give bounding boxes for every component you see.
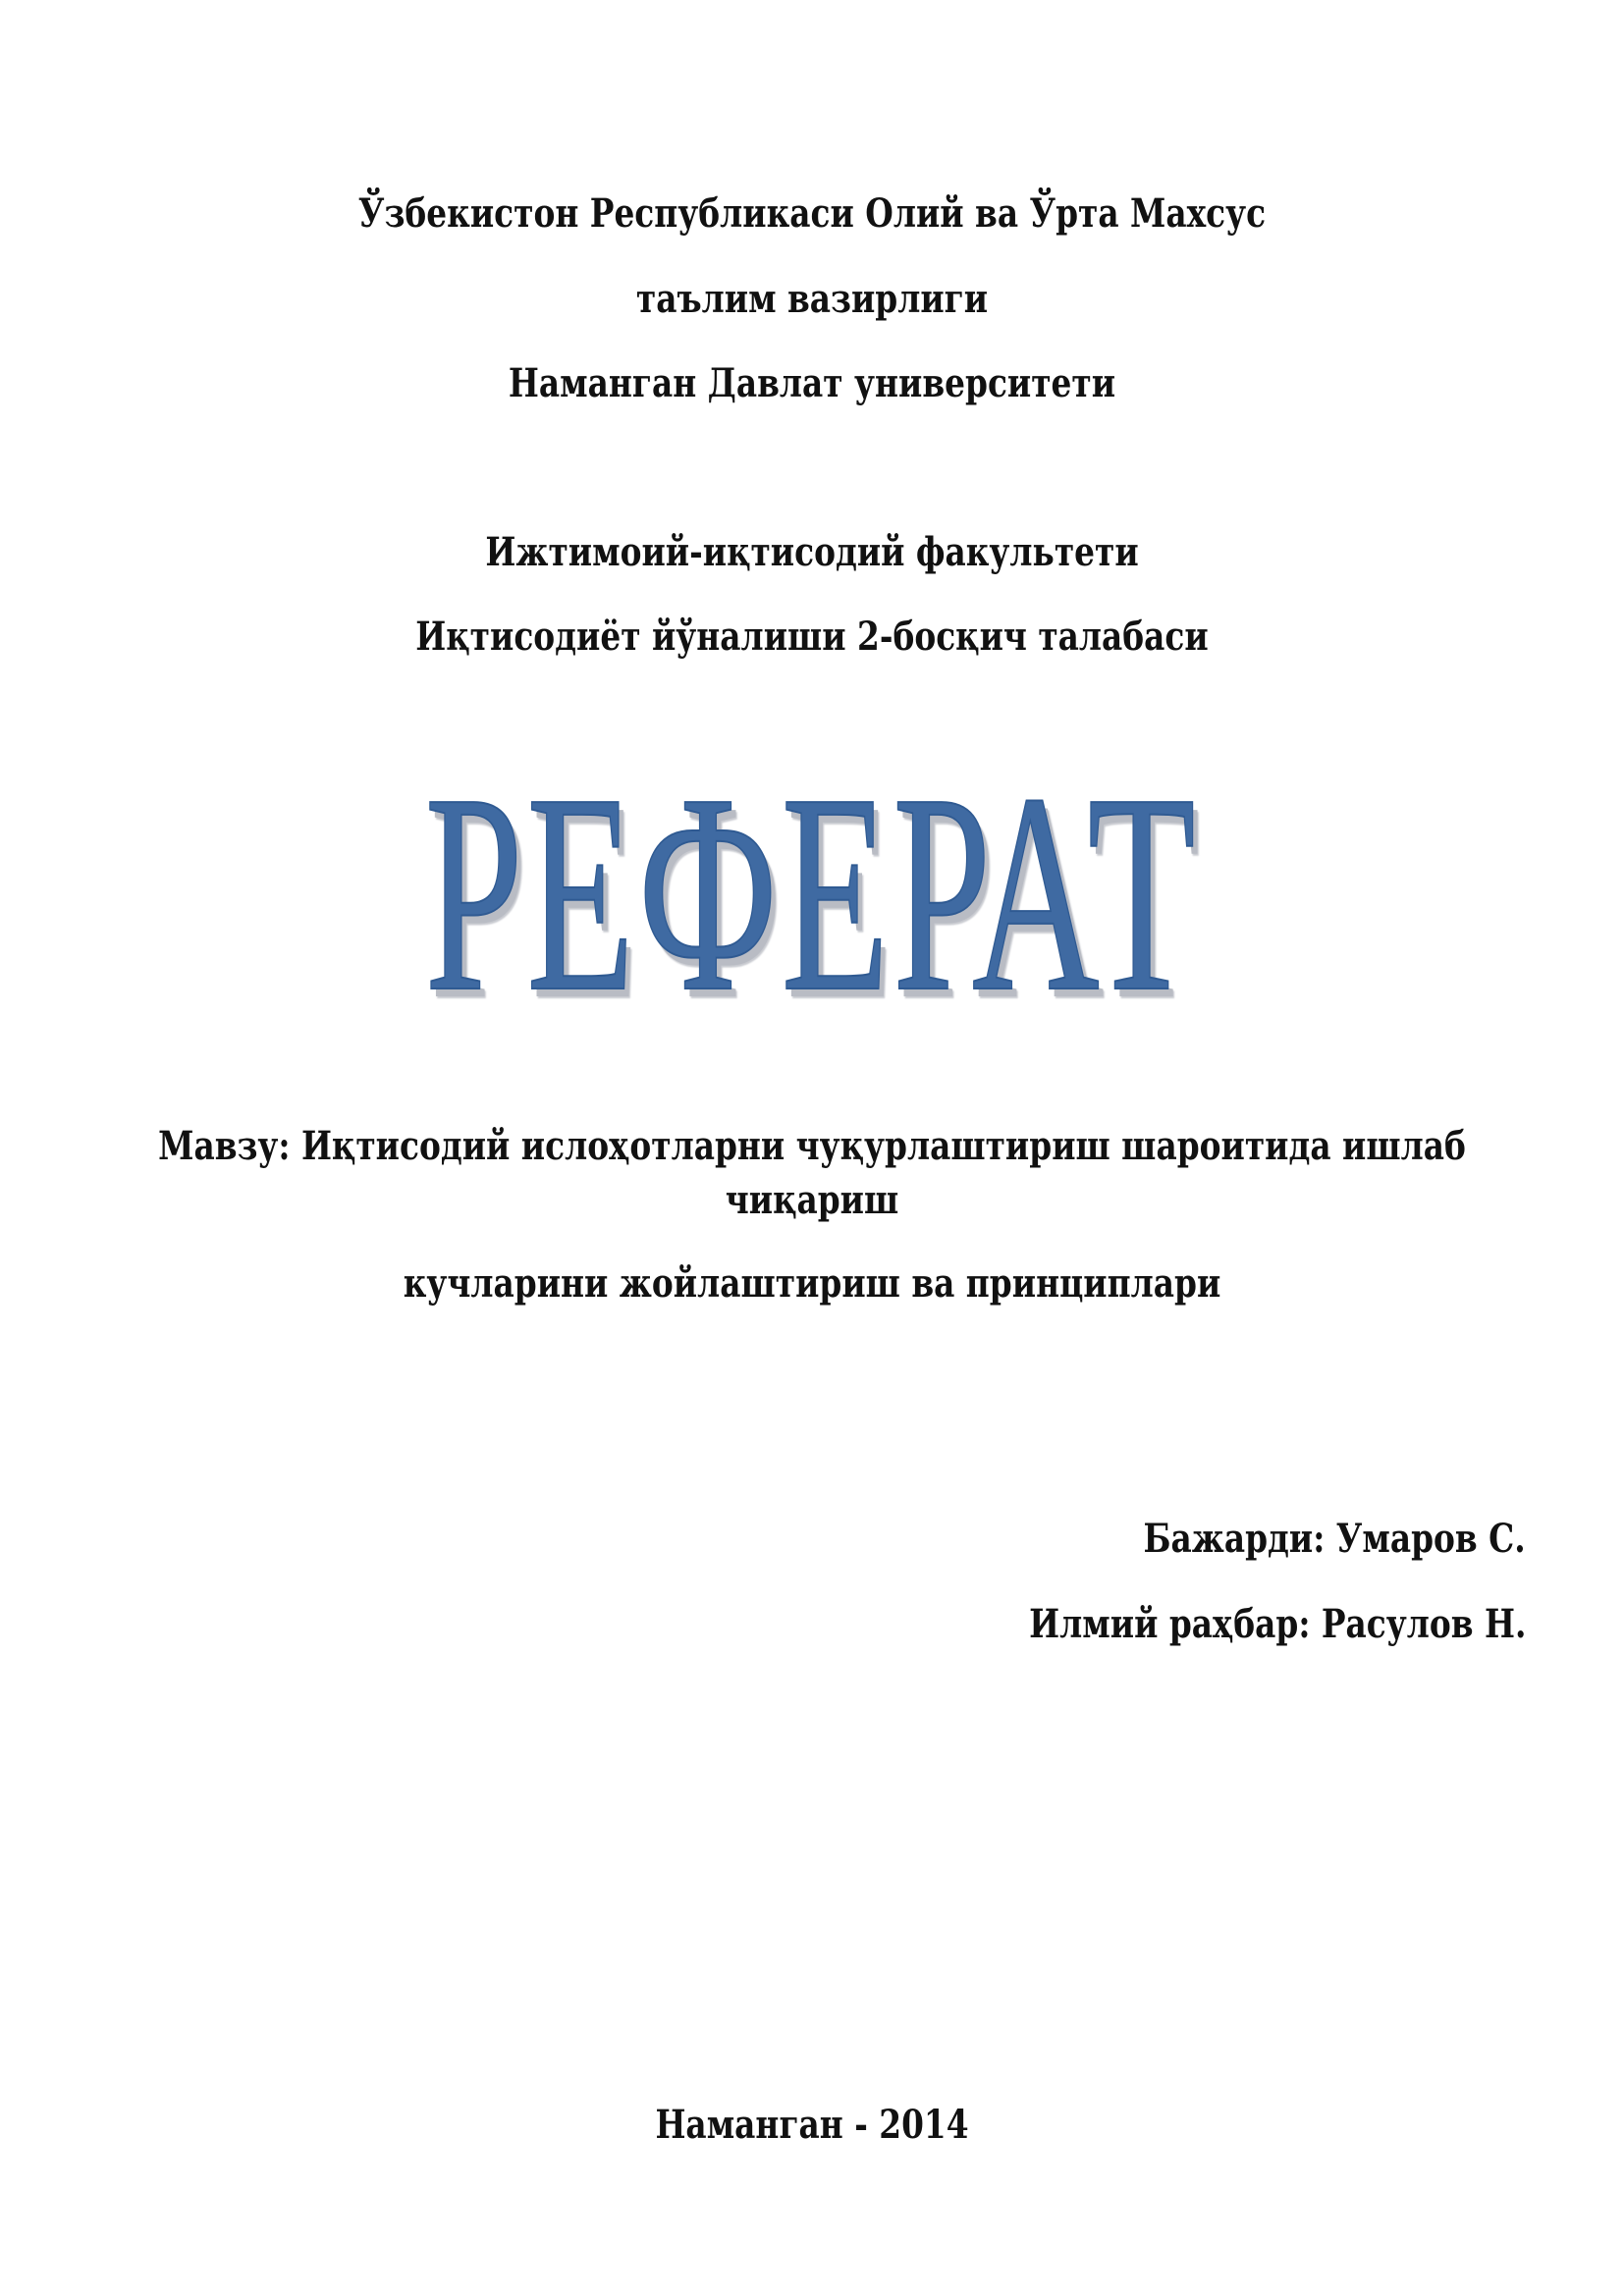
performed-by: Бажарди: Умаров С. [1143,1516,1526,1562]
supervisor: Илмий раҳбар: Расулов Н. [1028,1601,1526,1647]
place-and-year: Наманган - 2014 [655,2102,969,2148]
document-title-block [0,735,1624,1050]
ministry-line-2: таълим вазирлиги [635,276,989,322]
university-name: Наманган Давлат университети [508,360,1116,406]
topic-line-3: кучларини жойлаштириш ва принциплари [403,1260,1221,1307]
topic-line-2: чиқариш [725,1177,899,1223]
document-title: РЕФЕРАТ [424,735,1200,1050]
faculty-name: Ижтимоий-иқтисодий факультети [485,529,1139,575]
ministry-line-1: Ўзбекистон Республикаси Олий ва Ўрта Махсус [357,190,1267,237]
student-description: Иқтисодиёт йўналиши 2-босқич талабаси [415,614,1209,660]
topic-line-1: Мавзу: Иқтисодий ислоҳотларни чуқурлаштириш шароитида ишлаб [158,1123,1466,1169]
